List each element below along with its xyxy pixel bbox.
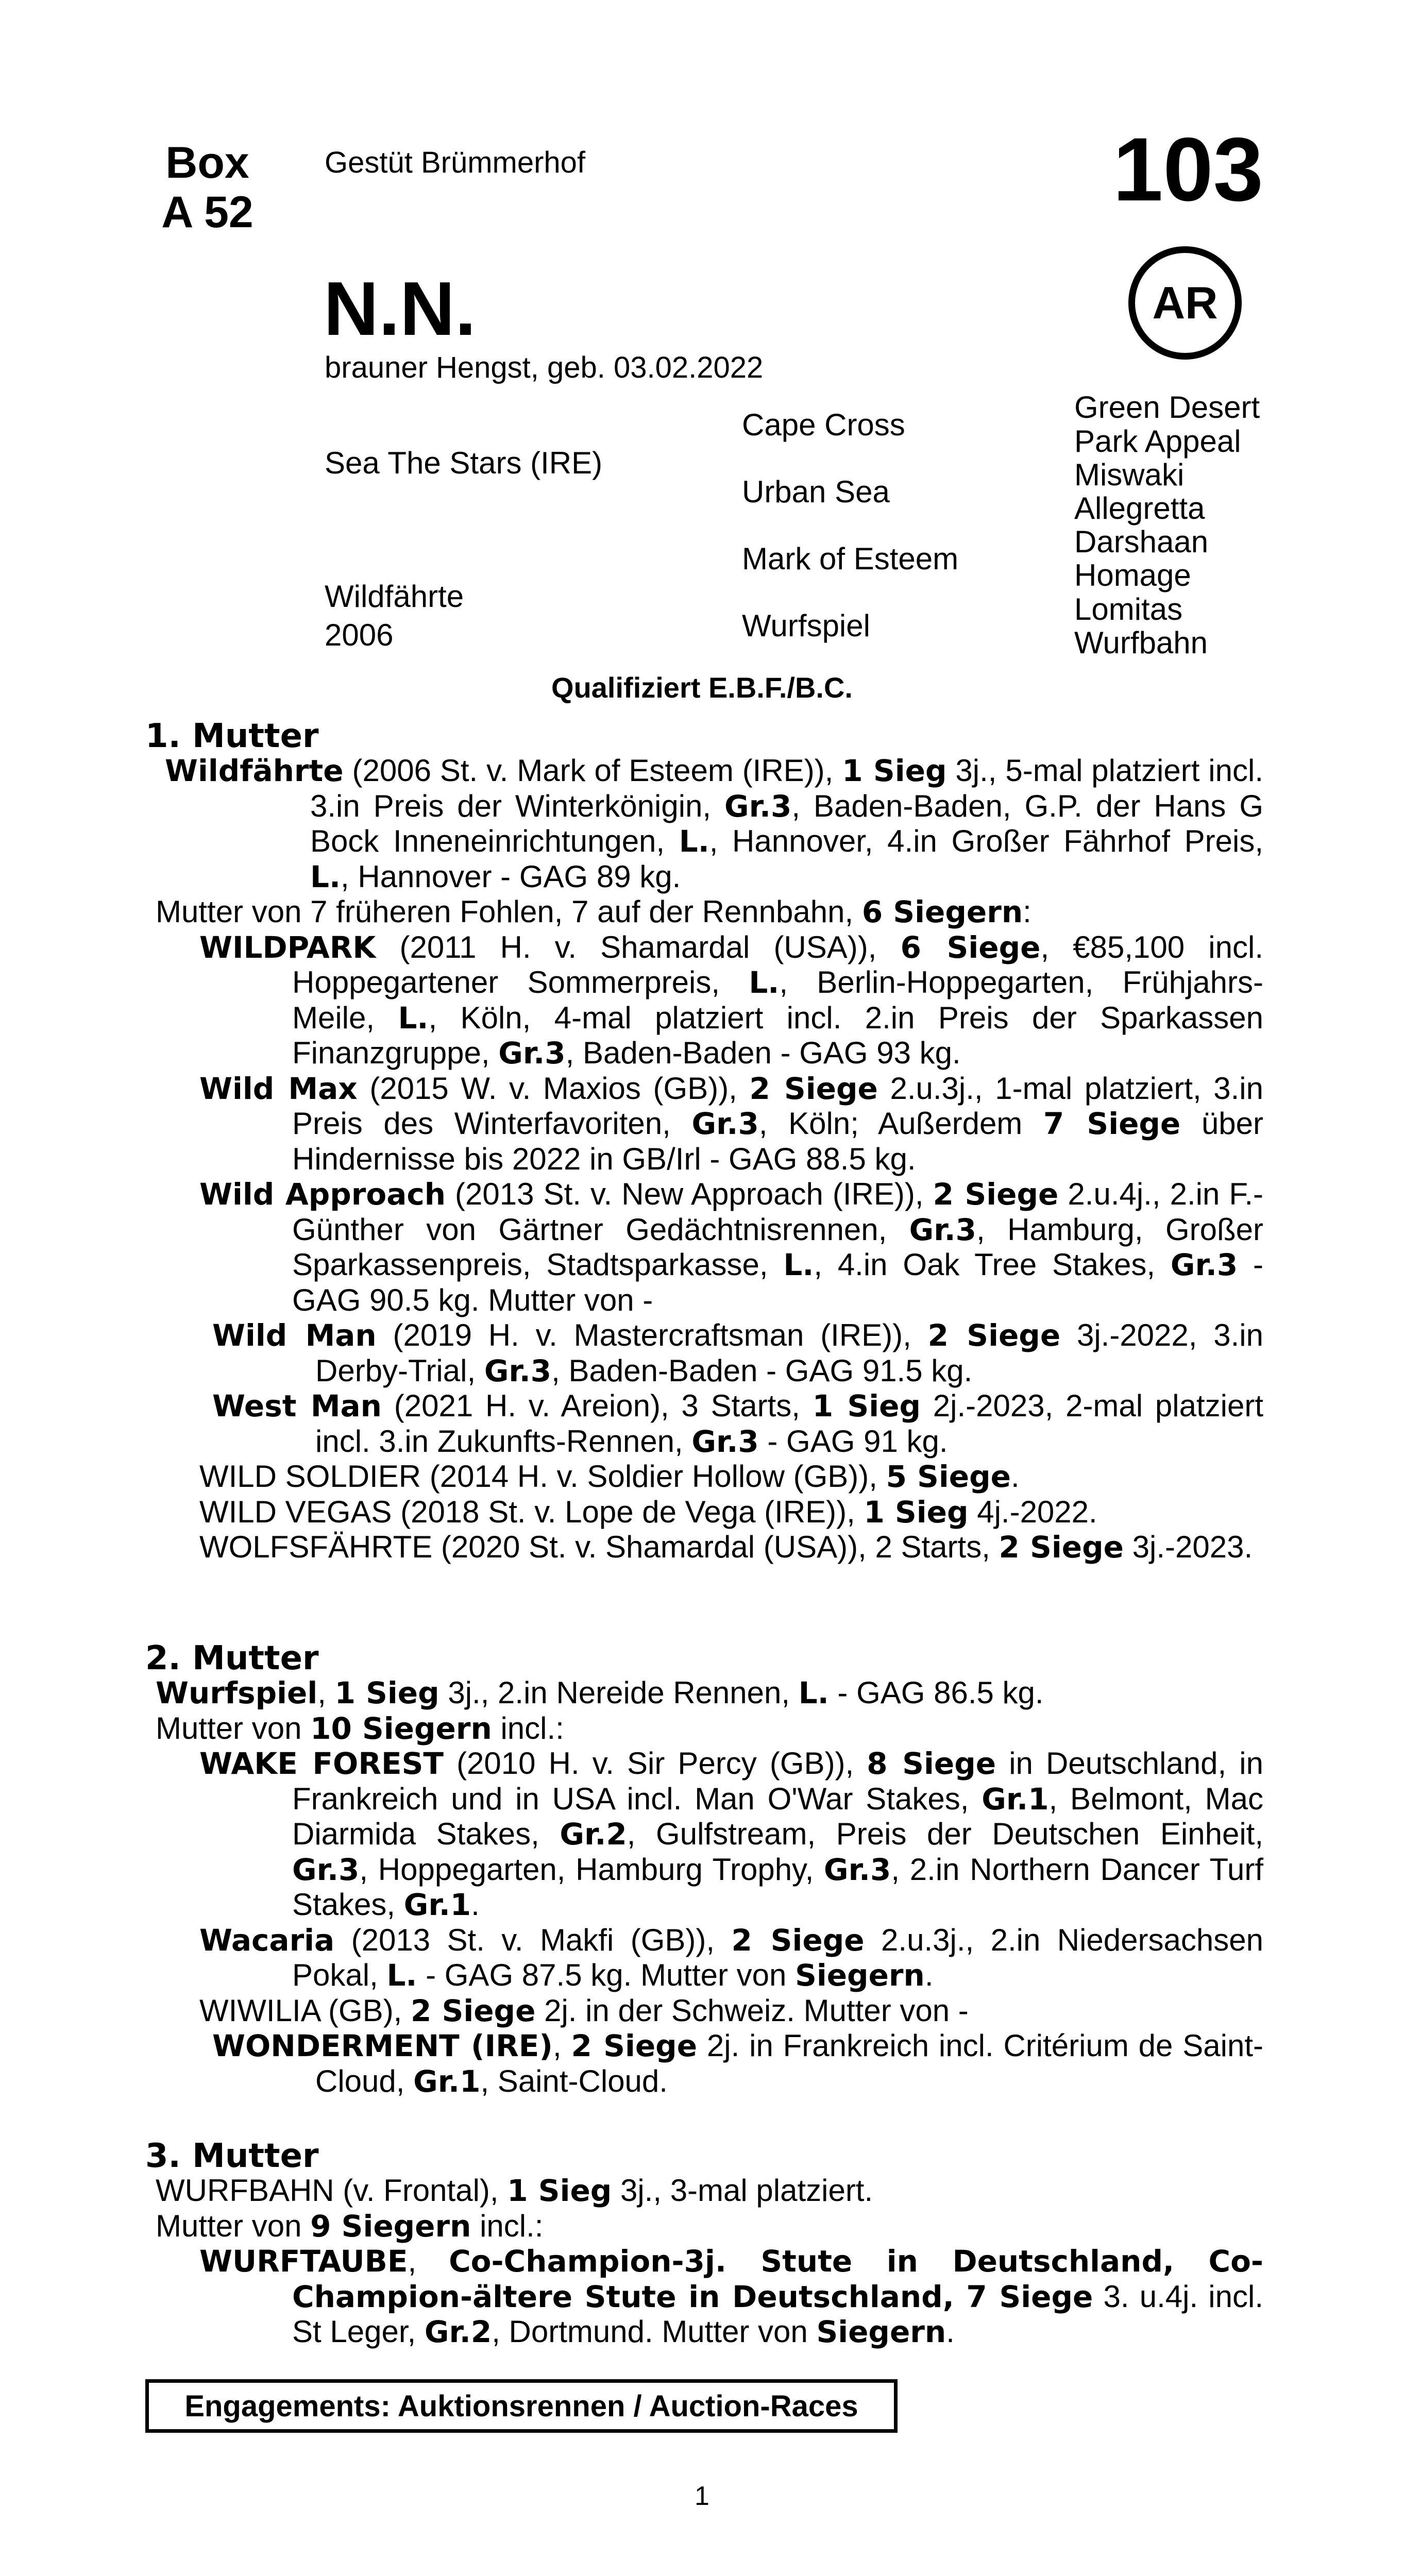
pedigree-gen3-6: Homage [1074,558,1191,592]
box-label [155,138,260,237]
lot-number: 103 [1113,120,1263,220]
offspring-wildpark: WILDPARK (2011 H. v. Shamardal (USA)), 6 Siege, €85,100 incl. Hoppegartener Sommerpreis, L., Berlin-Hoppegarten, Frühjahrs-Meile, L., Köln, 4-mal platziert incl. 2.in Preis der Sparkassen Finanzgruppe, Gr.3, Baden-Baden - GAG 93 kg. [199,929,1264,1071]
pedigree-dam-year: 2006 [325,618,394,652]
offspring-west-man: West Man (2021 H. v. Areion), 3 Starts, 1 Sieg 2j.-2023, 2-mal platziert incl. 3.in Zukunfts-Rennen, Gr.3 - GAG 91 kg. [212,1388,1264,1459]
second-dam-produce-summary: Mutter von 10 Siegern incl.: [156,1710,564,1746]
offspring-wacaria: Wacaria (2013 St. v. Makfi (GB)), 2 Siege 2.u.3j., 2.in Niedersachsen Pokal, L. - GAG 87.5 kg. Mutter von Siegern. [199,1922,1263,1993]
horse-name: N.N. [324,266,476,351]
offspring-wild-man: Wild Man (2019 H. v. Mastercraftsman (IRE)), 2 Siege 3j.-2022, 3.in Derby-Trial, Gr.3, Baden-Baden - GAG 91.5 kg. [212,1318,1263,1388]
pedigree-dam: Wildfährte [325,579,464,614]
pedigree-gen3-2: Park Appeal [1074,424,1241,459]
pedigree-gen3-4: Allegretta [1074,491,1205,526]
first-dam-entry: Wildfährte (2006 St. v. Mark of Esteem (IRE)), 1 Sieg 3j., 5-mal platziert incl. 3.in Preis der Winterkönigin, Gr.3, Baden-Baden, G.P. der Hans G Bock Inneneinrichtungen, L., Hannover, 4.in Großer Fährhof Preis, L., Hannover - GAG 89 kg. [165,753,1263,894]
ar-badge: AR [1128,246,1242,360]
pedigree-gen3-3: Miswaki [1074,457,1185,492]
first-dam-text [145,753,1263,1565]
section-second-dam: 2. Mutter [145,1639,319,1677]
offspring-wiwilia: WIWILIA (GB), 2 Siege 2j. in der Schweiz. Mutter von - [199,1993,969,2028]
offspring-wild-soldier: WILD SOLDIER (2014 H. v. Soldier Hollow (GB)), 5 Siege. [199,1459,1020,1494]
third-dam-text [145,2173,1263,2350]
stud-farm: Gestüt Brümmerhof [325,146,586,179]
third-dam-entry: WURFBAHN (v. Frontal), 1 Sieg 3j., 3-mal platziert. [156,2173,873,2208]
horse-description: brauner Hengst, geb. 03.02.2022 [325,351,764,384]
pedigree-sire: Sea The Stars (IRE) [325,446,603,480]
box-number: A 52 [161,188,253,237]
first-dam-produce-summary: Mutter von 7 früheren Fohlen, 7 auf der Rennbahn, 6 Siegern: [156,894,1031,929]
pedigree-gen2-1: Cape Cross [742,408,905,442]
pedigree-gen3-5: Darshaan [1074,524,1209,559]
pedigree-gen3-1: Green Desert [1074,390,1260,425]
qualification: Qualifiziert E.B.F./B.C. [551,671,853,704]
pedigree-gen2-2: Urban Sea [742,474,890,509]
offspring-wild-max: Wild Max (2015 W. v. Maxios (GB)), 2 Siege 2.u.3j., 1-mal platziert, 3.in Preis des Winterfavoriten, Gr.3, Köln; Außerdem 7 Siege über Hindernisse bis 2022 in GB/Irl - GAG 88.5 kg. [199,1071,1263,1176]
offspring-wolfsfaehrte: WOLFSFÄHRTE (2020 St. v. Shamardal (USA)), 2 Starts, 2 Siege 3j.-2023. [199,1530,1253,1565]
offspring-wild-vegas: WILD VEGAS (2018 St. v. Lope de Vega (IRE)), 1 Sieg 4j.-2022. [199,1494,1097,1530]
section-first-dam: 1. Mutter [145,717,319,755]
section-third-dam: 3. Mutter [145,2137,319,2175]
pedigree-gen2-4: Wurfspiel [742,608,870,643]
offspring-wake-forest: WAKE FOREST (2010 H. v. Sir Percy (GB)), 8 Siege in Deutschland, in Frankreich und in USA incl. Man O'War Stakes, Gr.1, Belmont, Mac Diarmida Stakes, Gr.2, Gulfstream, Preis der Deutschen Einheit, Gr.3, Hoppegarten, Hamburg Trophy, Gr.3, 2.in Northern Dancer Turf Stakes, Gr.1. [199,1746,1264,1922]
box-title: Box [165,138,249,188]
second-dam-entry: Wurfspiel, 1 Sieg 3j., 2.in Nereide Rennen, L. - GAG 86.5 kg. [156,1675,1044,1710]
pedigree-gen2-3: Mark of Esteem [742,541,959,576]
offspring-wonderment: WONDERMENT (IRE), 2 Siege 2j. in Frankreich incl. Critérium de Saint-Cloud, Gr.1, Saint-Cloud. [212,2028,1263,2099]
third-dam-produce-summary: Mutter von 9 Siegern incl.: [156,2208,544,2244]
offspring-wurftaube: WURFTAUBE, Co-Champion-3j. Stute in Deutschland, Co-Champion-ältere Stute in Deutschland, 7 Siege 3. u.4j. incl. St Leger, Gr.2, Dortmund. Mutter von Siegern. [199,2244,1263,2349]
pedigree-gen3-8: Wurfbahn [1074,625,1208,660]
second-dam-text [145,1675,1263,2099]
engagements-box: Engagements: Auktionsrennen / Auction-Races [145,2379,898,2433]
pedigree-gen3-7: Lomitas [1074,592,1183,626]
page-number: 1 [695,2481,709,2511]
offspring-wild-approach: Wild Approach (2013 St. v. New Approach (IRE)), 2 Siege 2.u.4j., 2.in F.-Günther von Gärtner Gedächtnisrennen, Gr.3, Hamburg, Großer Sparkassenpreis, Stadtsparkasse, L., 4.in Oak Tree Stakes, Gr.3 - GAG 90.5 kg. Mutter von - [199,1177,1264,1317]
